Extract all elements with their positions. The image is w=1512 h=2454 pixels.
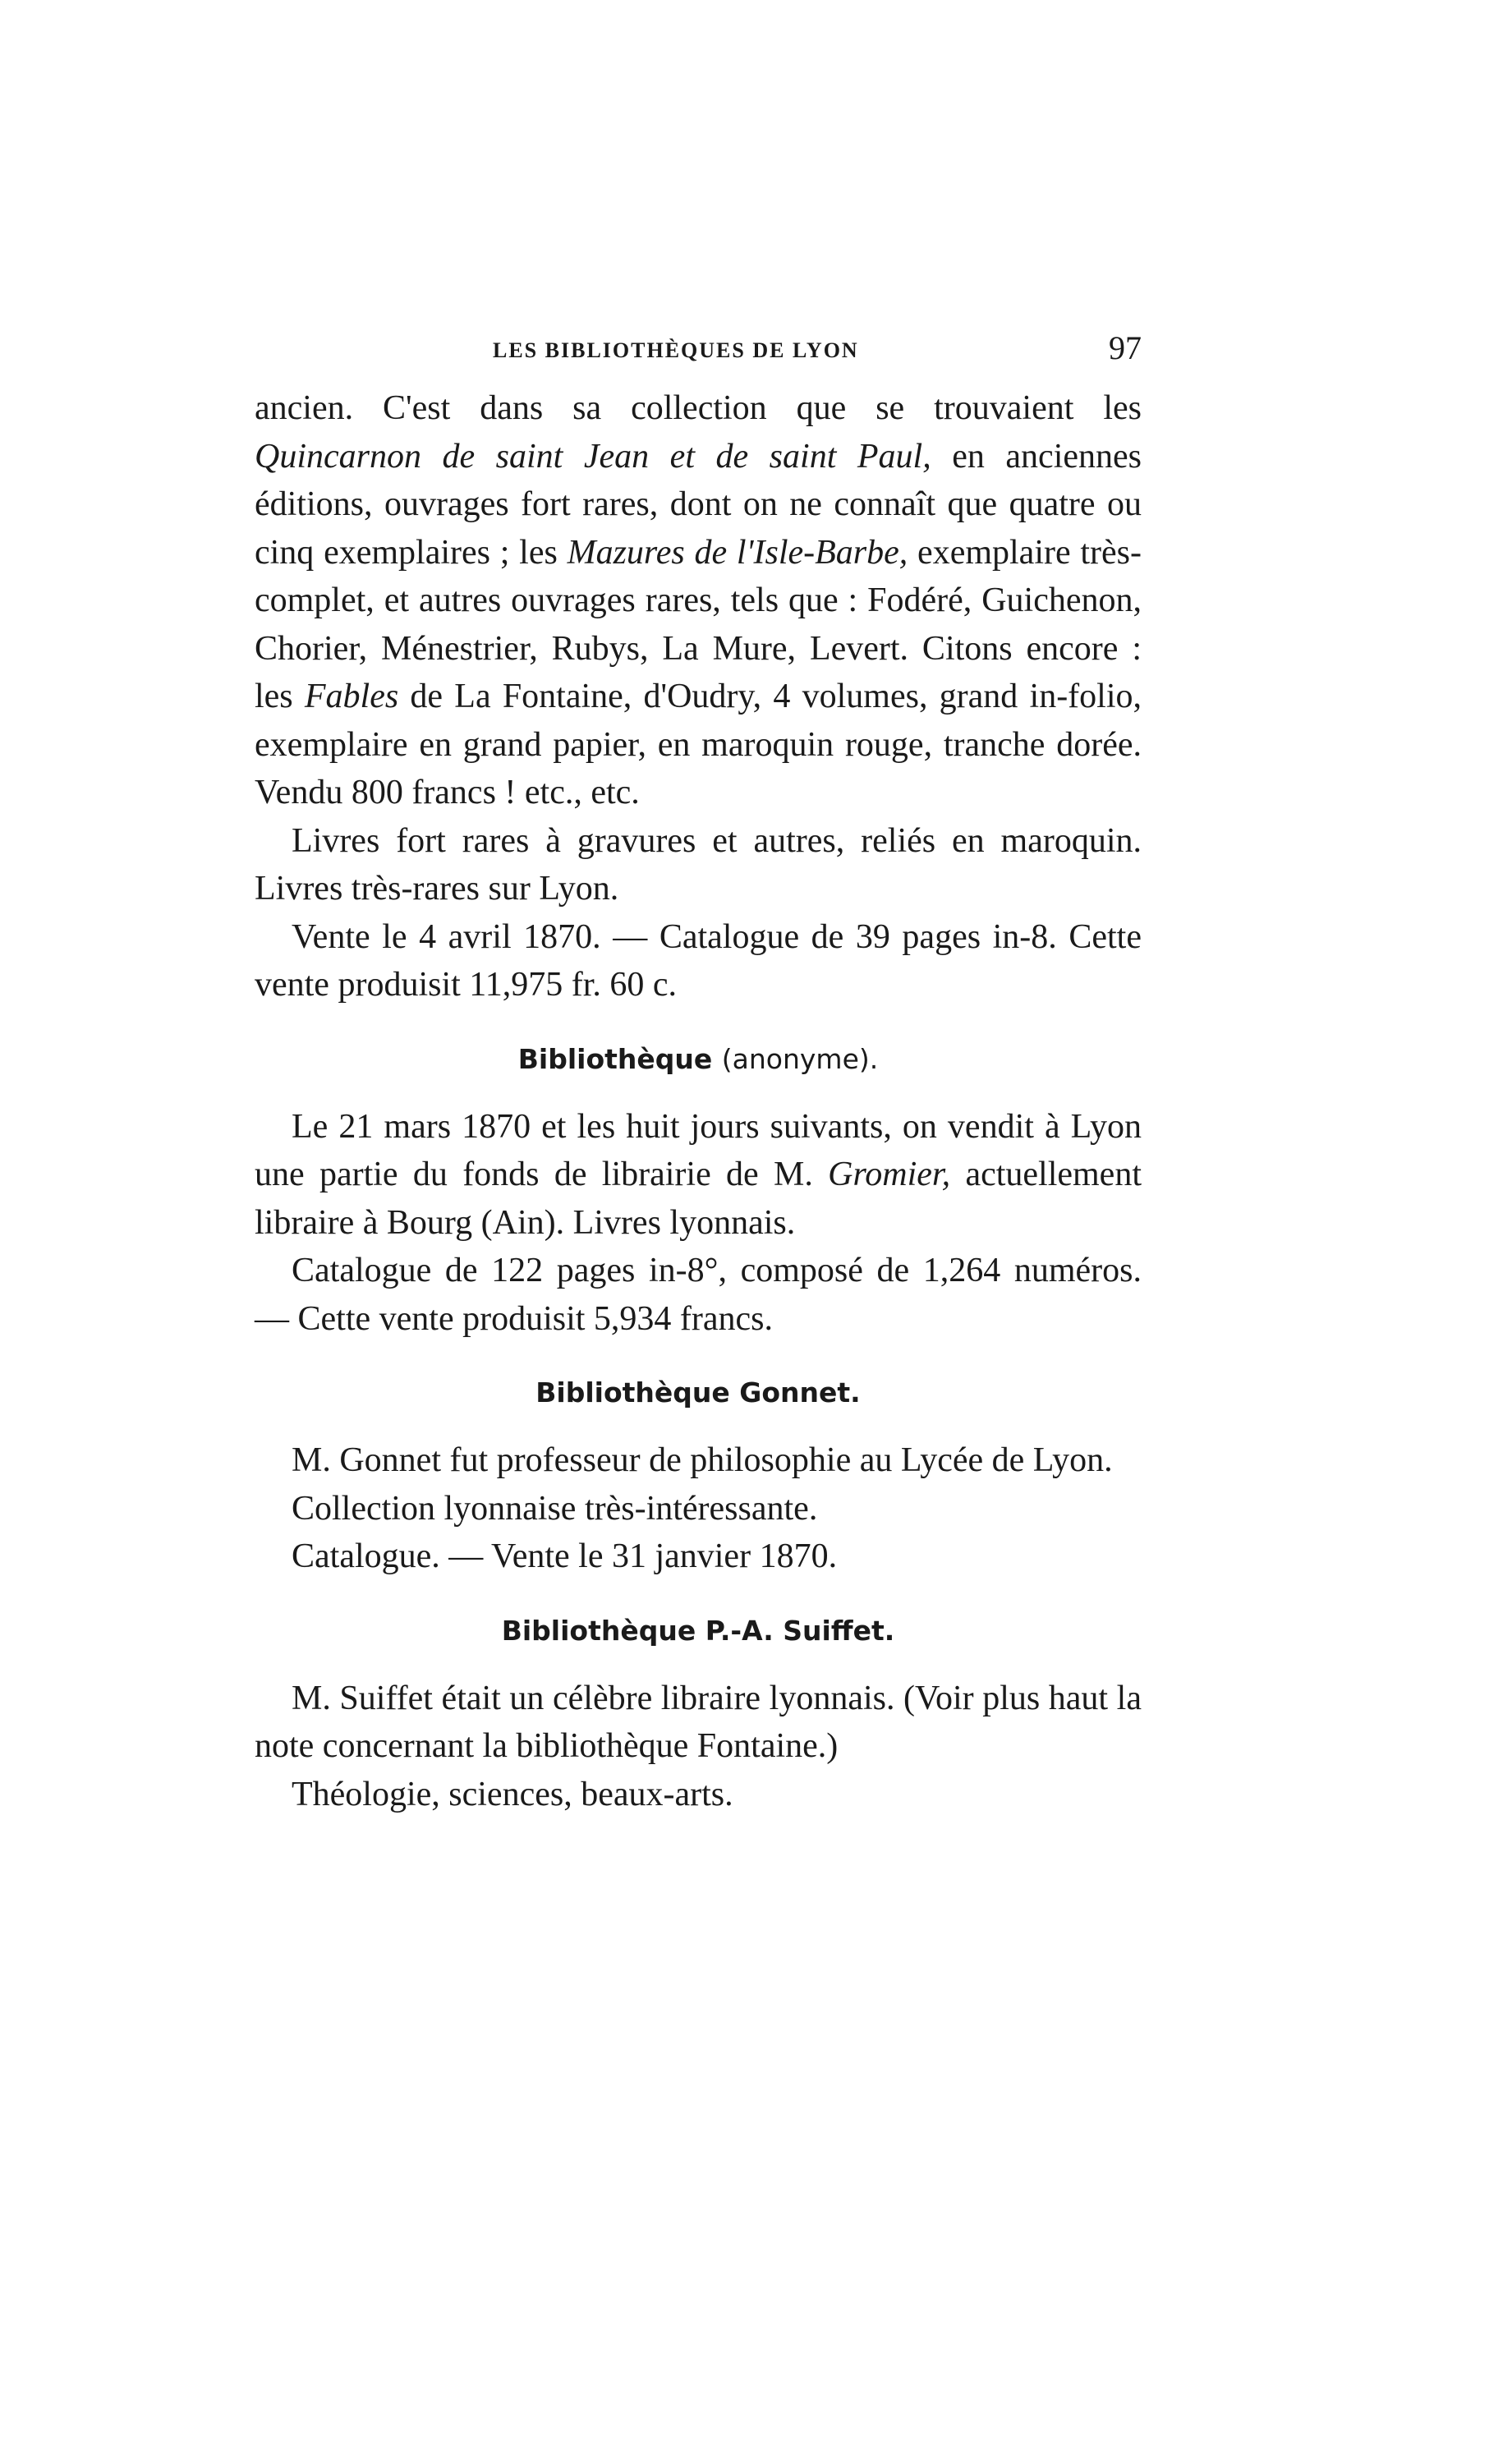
italic-title: Mazures de l'Isle-Barbe, (567, 533, 908, 572)
text-run: actuellement libraire à Bourg (Ain). Livres lyonnais. (255, 1156, 1142, 1242)
paragraph: M. Suiffet était un célèbre libraire lyonnais. (Voir plus haut la note concernant la bibliothèque Fontaine.) (255, 1679, 1142, 1765)
section-heading-suiffet: Bibliothèque P.-A. Suiffet. (501, 1614, 895, 1647)
paragraph: Collection lyonnaise très-intéressante. (292, 1489, 818, 1528)
running-header (255, 329, 1142, 378)
text-run: ancien. C'est dans sa collection que se trouvaient les (255, 389, 1142, 427)
section-heading-gonnet: Bibliothèque Gonnet. (535, 1376, 861, 1409)
italic-name: Gromier, (828, 1156, 951, 1193)
heading-suffix: (anonyme). (721, 1042, 879, 1075)
body-text (255, 384, 1142, 1818)
paragraph: Théologie, sciences, beaux-arts. (292, 1775, 733, 1813)
heading-text: Bibliothèque (517, 1042, 713, 1075)
text-run: Le 21 mars 1870 et les huit jours suivants, on vendit à Lyon une partie du fonds de librairie de M. (255, 1107, 1142, 1193)
paragraph: Catalogue. — Vente le 31 janvier 1870. (292, 1537, 838, 1575)
paragraph-continuation (255, 384, 1142, 817)
italic-title: Fables (304, 678, 399, 715)
text-run: en anciennes éditions, ouvrages fort rares, dont on ne connaît que quatre ou cinq exemplaires ; les (255, 437, 1142, 572)
text-run: de La Fontaine, d'Oudry, 4 volumes, grand in-folio, exemplaire en grand papier, en maroquin rouge, tranche dorée. Vendu 800 francs ! etc., etc. (255, 678, 1142, 811)
text-run: exemplaire très-complet, et autres ouvrages rares, tels que : Fodéré, Guichenon, Chorier, Ménestrier, Rubys, La Mure, Levert. Citons encore : les (255, 533, 1142, 715)
running-title: LES BIBLIOTHÈQUES DE LYON (493, 338, 859, 362)
paragraph: Catalogue de 122 pages in-8°, composé de 1,264 numéros. — Cette vente produisit 5,934 francs. (255, 1252, 1142, 1338)
paragraph: Vente le 4 avril 1870. — Catalogue de 39 pages in-8. Cette vente produisit 11,975 fr. 60 c. (255, 917, 1142, 1004)
section-heading-anonyme (255, 1039, 1142, 1080)
paragraph: Livres fort rares à gravures et autres, reliés en maroquin. Livres très-rares sur Lyon. (255, 821, 1142, 908)
page-number: 97 (1109, 329, 1142, 366)
italic-title: Quincarnon de saint Jean et de saint Paul, (255, 437, 931, 476)
paragraph (255, 1103, 1142, 1248)
paragraph: M. Gonnet fut professeur de philosophie au Lycée de Lyon. (292, 1441, 1113, 1479)
